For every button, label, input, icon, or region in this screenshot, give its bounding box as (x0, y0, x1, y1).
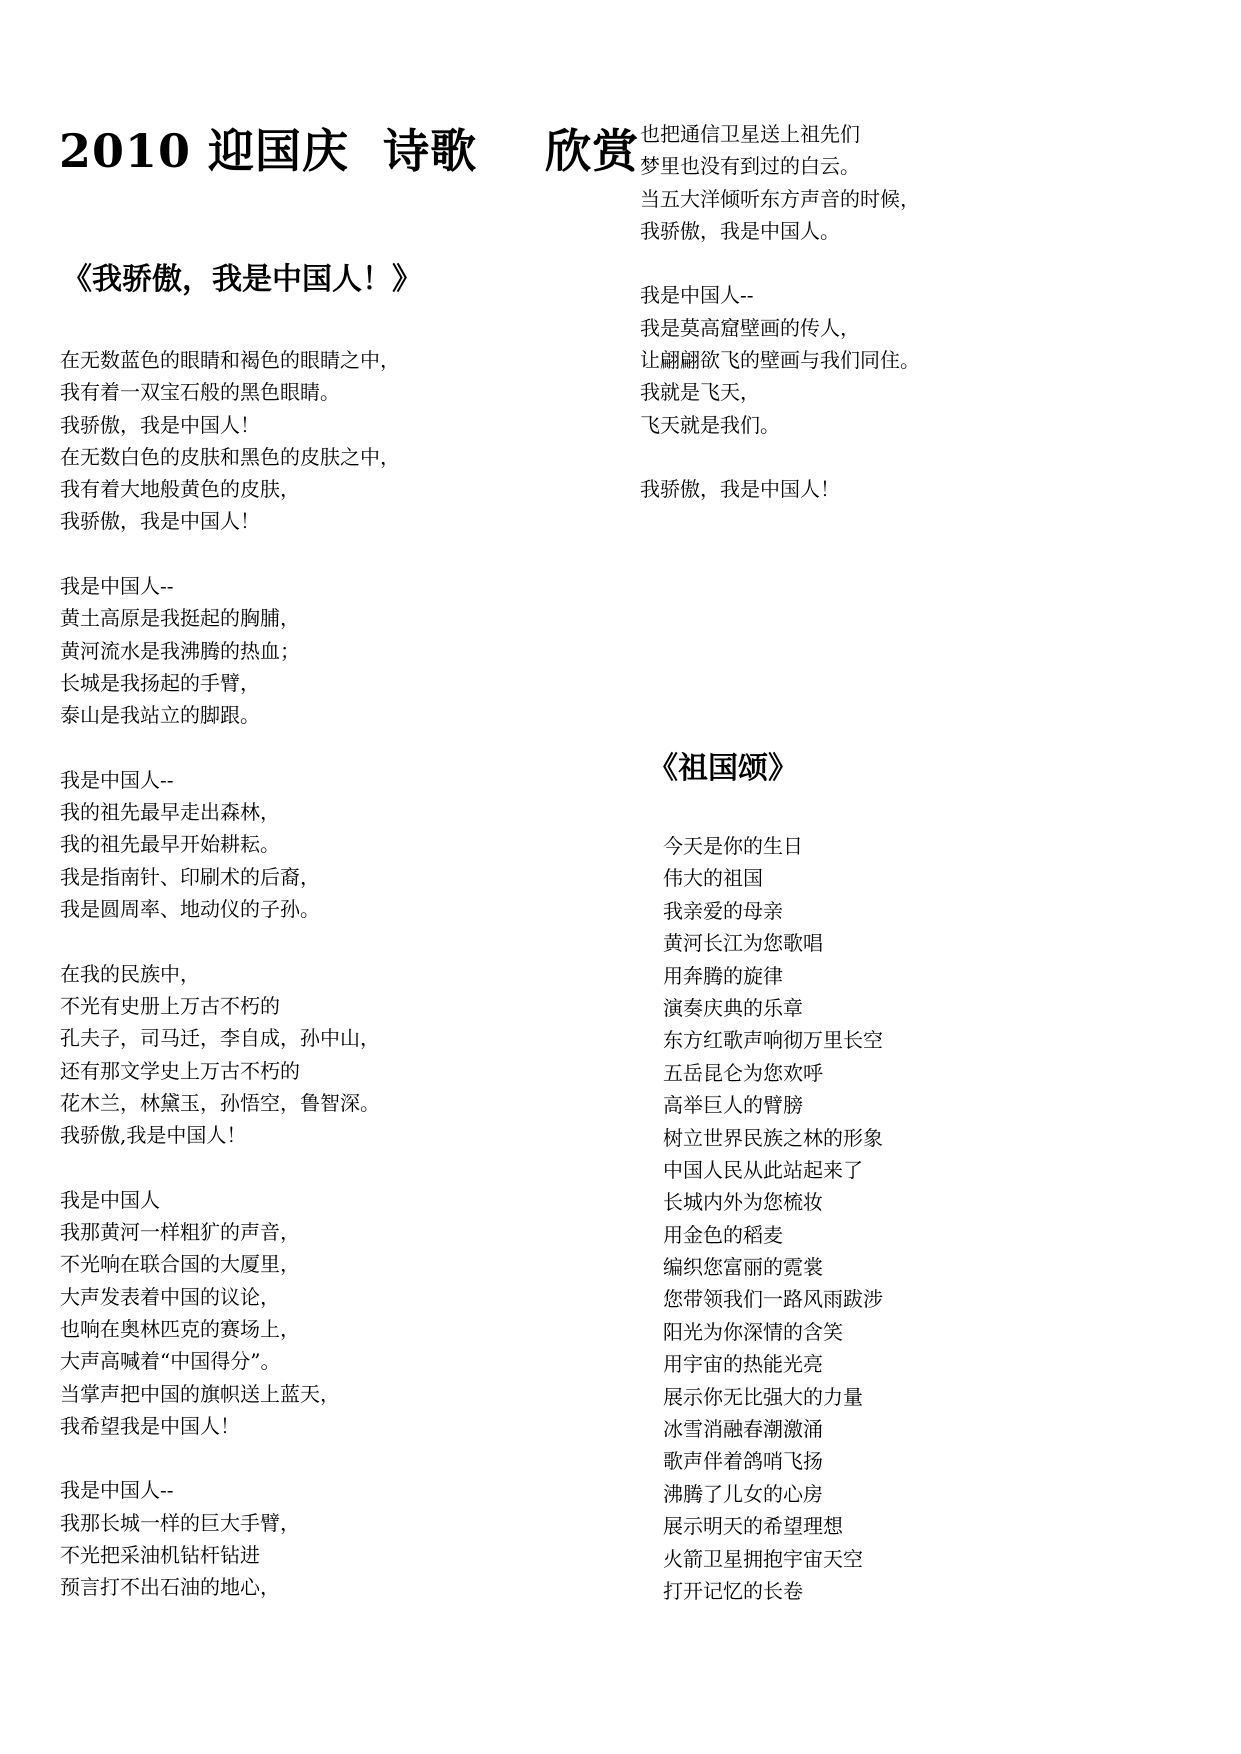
poem-line: 我亲爱的母亲 (663, 898, 783, 923)
poem-line: 让翩翩欲飞的壁画与我们同住。 (640, 348, 920, 373)
poem-line: 我是中国人 (60, 1187, 160, 1212)
poem-line: 孔夫子，司马迁，李自成，孙中山， (60, 1026, 380, 1051)
poem-line: 我骄傲，我是中国人。 (640, 218, 840, 243)
poem-line: 树立世界民族之林的形象 (663, 1125, 883, 1150)
poem-line: 我是指南针、印刷术的后裔， (60, 864, 320, 889)
poem-line: 我是中国人-- (60, 1478, 174, 1503)
stanza-break (640, 441, 920, 473)
poem-line: 也响在奥林匹克的赛场上， (60, 1316, 300, 1341)
poem-line: 当掌声把中国的旗帜送上蓝天， (60, 1381, 340, 1406)
poem-line: 还有那文学史上万古不朽的 (60, 1058, 300, 1083)
poem-line: 我就是飞天， (640, 380, 760, 405)
poem-line: 打开记忆的长卷 (663, 1578, 803, 1603)
poem-line: 黄河流水是我沸腾的热血； (60, 638, 300, 663)
page-title: 2010 迎国庆 诗歌 欣赏 (59, 124, 640, 178)
poem-title-ode-to-motherland: 《祖国颂》 (648, 751, 798, 786)
poem-line: 中国人民从此站起来了 (663, 1157, 863, 1182)
poem-line: 我是中国人-- (60, 767, 174, 792)
poem-line: 不光有史册上万古不朽的 (60, 993, 280, 1018)
stanza-break (640, 247, 920, 279)
poem-line: 梦里也没有到过的白云。 (640, 154, 860, 179)
poem-line: 在我的民族中， (60, 961, 200, 986)
poem-line: 我是莫高窟壁画的传人， (640, 315, 860, 340)
poem-line: 预言打不出石油的地心， (60, 1575, 280, 1600)
poem-line: 东方红歌声响彻万里长空 (663, 1028, 883, 1053)
poem-line: 长城内外为您梳妆 (663, 1190, 823, 1215)
stanza-break (60, 732, 400, 764)
poem-line: 阳光为你深情的含笑 (663, 1319, 843, 1344)
poem-line: 黄土高原是我挺起的胸脯， (60, 606, 300, 631)
poem-line: 今天是你的生日 (663, 834, 803, 858)
poem-line: 用奔腾的旋律 (663, 963, 783, 988)
poem-line: 黄河长江为您歌唱 (663, 931, 823, 956)
poem-line: 我骄傲，我是中国人！ (60, 412, 260, 437)
poem-line: 歌声伴着鸽哨飞扬 (663, 1449, 823, 1474)
poem-line: 用金色的稻麦 (663, 1222, 783, 1247)
stanza-break (60, 925, 400, 957)
stanza-break (60, 538, 400, 570)
poem-proud-chinese-continued-lines (640, 118, 920, 506)
poem-line: 大声发表着中国的议论， (60, 1284, 280, 1309)
poem-line: 我的祖先最早走出森林， (60, 800, 280, 825)
poem-title-proud-chinese: 《我骄傲，我是中国人！》 (62, 262, 422, 297)
poem-line: 我那长城一样的巨大手臂， (60, 1510, 300, 1535)
poem-line: 不光把采油机钻杆钻进 (60, 1542, 260, 1567)
poem-line: 我是中国人-- (60, 574, 174, 599)
poem-line: 我骄傲，我是中国人！ (640, 477, 840, 502)
poem-line: 五岳昆仑为您欢呼 (663, 1060, 823, 1085)
poem-line: 我有着大地般黄色的皮肤， (60, 477, 300, 502)
poem-line: 我有着一双宝石般的黑色眼睛。 (60, 380, 340, 405)
poem-proud-chinese-lines (60, 344, 400, 1604)
poem-line: 我是中国人-- (640, 283, 754, 308)
poem-line: 长城是我扬起的手臂， (60, 670, 260, 695)
poem-line: 飞天就是我们。 (640, 412, 780, 437)
poem-line: 展示明天的希望理想 (663, 1514, 843, 1539)
poem-line: 在无数白色的皮肤和黑色的皮肤之中， (60, 444, 400, 469)
poem-line: 不光响在联合国的大厦里， (60, 1252, 300, 1277)
poem-line: 也把通信卫星送上祖先们 (640, 122, 860, 146)
poem-line: 火箭卫星拥抱宇宙天空 (663, 1546, 863, 1571)
poem-line: 花木兰，林黛玉，孙悟空，鲁智深。 (60, 1090, 380, 1115)
poem-line: 演奏庆典的乐章 (663, 995, 803, 1020)
poem-line: 我是圆周率、地动仪的子孙。 (60, 897, 320, 922)
poem-line: 我骄傲,我是中国人！ (60, 1123, 247, 1148)
poem-ode-to-motherland-lines (663, 830, 883, 1607)
poem-line: 伟大的祖国 (663, 866, 763, 891)
poem-line: 我希望我是中国人！ (60, 1413, 240, 1438)
poem-line: 展示你无比强大的力量 (663, 1384, 863, 1409)
poem-line: 您带领我们一路风雨跋涉 (663, 1287, 883, 1312)
poem-line: 在无数蓝色的眼睛和褐色的眼睛之中， (60, 348, 400, 372)
stanza-break (60, 1151, 400, 1183)
poem-line: 编织您富丽的霓裳 (663, 1255, 823, 1280)
poem-line: 用宇宙的热能光亮 (663, 1352, 823, 1377)
poem-line: 大声高喊着“中国得分”。 (60, 1349, 281, 1374)
poem-line: 高举巨人的臂膀 (663, 1093, 803, 1118)
poem-line: 冰雪消融春潮激涌 (663, 1417, 823, 1442)
poem-line: 沸腾了儿女的心房 (663, 1481, 823, 1506)
stanza-break (60, 1442, 400, 1474)
poem-line: 我的祖先最早开始耕耘。 (60, 832, 280, 857)
poem-line: 我那黄河一样粗犷的声音， (60, 1220, 300, 1245)
poem-line: 泰山是我站立的脚跟。 (60, 703, 260, 728)
poem-line: 当五大洋倾听东方声音的时候， (640, 186, 920, 211)
poem-line: 我骄傲，我是中国人！ (60, 509, 260, 534)
